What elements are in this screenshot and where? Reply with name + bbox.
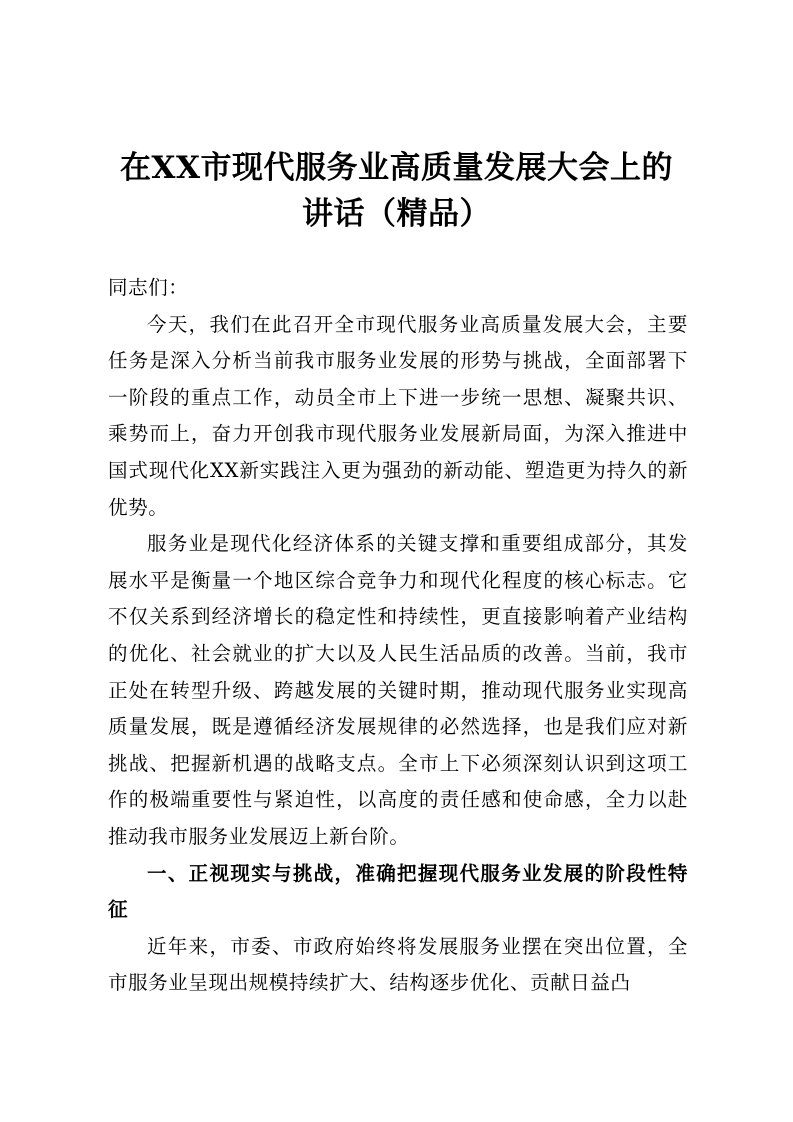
paragraph-significance: 服务业是现代化经济体系的关键支撑和重要组成部分，其发展水平是衡量一个地区综合竞争力和现代化程度的核心标志。它不仅关系到经济增长的稳定性和持续性，更直接影响着产业结构的优化、社会就业的扩大以及人民生活品质的改善。当前，我市正处在转型升级、跨越发展的关键时期，推动现代服务业实现高质量发展，既是遵循经济发展规律的必然选择，也是我们应对新挑战、把握新机遇的战略支点。全市上下必须深刻认识到这项工作的极端重要性与紧迫性，以高度的责任感和使命感，全力以赴推动我市服务业发展迈上新台阶。 (108, 532, 688, 848)
document-title (100, 145, 693, 237)
salutation: 同志们： (108, 276, 189, 299)
title-line-2: 讲话（精品） (302, 196, 491, 232)
paragraph-section-1: 近年来，市委、市政府始终将发展服务业摆在突出位置，全市服务业呈现出规模持续扩大、结构逐步优化、贡献日益凸 (108, 934, 688, 995)
section-heading-1: 一、正视现实与挑战，准确把握现代服务业发展的阶段性特征 (108, 861, 688, 922)
paragraph-opening: 今天，我们在此召开全市现代服务业高质量发展大会，主要任务是深入分析当前我市服务业发展的形势与挑战，全面部署下一阶段的重点工作，动员全市上下进一步统一思想、凝聚共识、乘势而上，奋力开创我市现代服务业发展新局面，为深入推进中国式现代化XX新实践注入更为强劲的新动能、塑造更为持久的新优势。 (108, 312, 688, 519)
document-body (108, 270, 688, 1002)
title-line-1: 在XX市现代服务业高质量发展大会上的 (119, 150, 674, 186)
